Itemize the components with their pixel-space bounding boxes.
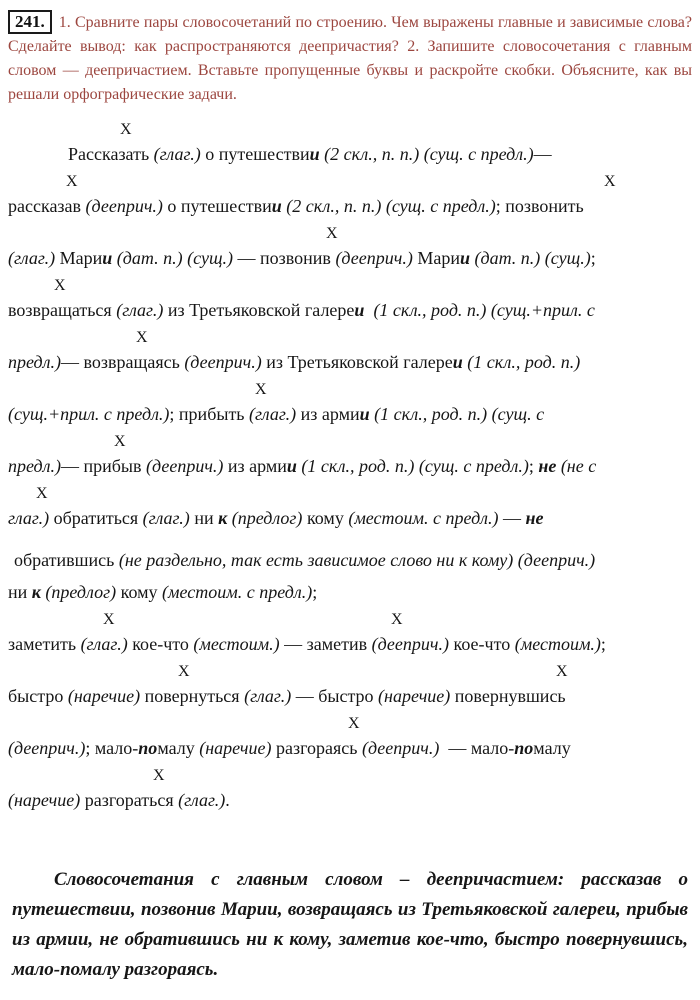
text-segment: малу [533,738,571,758]
text-segment: из Третьяковской галере [261,352,453,372]
x-mark-row [8,173,692,193]
text-segment: и [286,456,297,476]
text-segment: и [452,352,463,372]
text-segment: (дееприч.) [361,738,440,758]
x-mark-row [8,277,692,297]
text-segment: обратившись [14,550,119,570]
text-segment: — возвращаясь [61,352,185,372]
text-segment: не [525,508,544,528]
text-segment: (дееприч.) [8,738,86,758]
main-word-x-mark: X [178,663,190,680]
text-line [8,381,692,427]
text-segment: заметить [8,634,81,654]
x-mark-row [8,611,692,631]
text-segment: — прибыв [61,456,147,476]
line-text [8,631,692,657]
text-segment: (2 скл., п. п.) (сущ. с предл.) [286,196,496,216]
text-segment: (дат. п.) (сущ.) [474,248,591,268]
exercise-body [8,121,692,813]
text-segment: (глаг.) [80,634,128,654]
text-segment: ; [528,456,539,476]
x-mark-row [8,433,692,453]
x-mark-row [8,329,692,349]
text-segment: (наречие) [67,686,141,706]
line-text [8,193,692,219]
text-line [8,329,692,375]
text-segment: глаг.) [8,508,50,528]
text-segment: — позвонив [233,248,336,268]
line-text [8,141,692,167]
text-segment: (предлог) [231,508,303,528]
text-segment: малу [157,738,200,758]
text-line [8,611,692,657]
text-segment: разгораясь [271,738,362,758]
text-line [8,173,692,219]
text-segment: (дееприч.) [184,352,262,372]
main-word-x-mark: X [66,173,78,190]
text-segment: (1 скл., род. п.) [467,352,581,372]
text-segment: разгораться [80,790,179,810]
line-text [8,297,692,323]
text-segment: (глаг.) [249,404,297,424]
text-segment: кому [302,508,349,528]
text-segment: и [102,248,113,268]
text-segment: из Третьяковской галере [163,300,355,320]
x-mark-row [8,485,692,505]
text-segment: (не раздельно, так есть зависимое слово ни к кому) (дееприч.) [118,550,596,570]
text-line [8,225,692,271]
x-mark-row [8,715,692,735]
main-word-x-mark: X [36,485,48,502]
main-word-x-mark: X [604,173,616,190]
line-text [8,547,692,573]
line-text [8,787,692,813]
main-word-x-mark: X [153,767,165,784]
text-segment: (местоим. с предл.) [348,508,499,528]
text-line [8,121,692,167]
text-segment: (1 скл., род. п.) (сущ.+прил. с [373,300,595,320]
text-segment: ; [312,582,318,602]
text-segment: и [359,404,370,424]
text-segment: (наречие) [8,790,81,810]
text-segment: (глаг.) [116,300,164,320]
text-segment: и [309,144,320,164]
line-text [8,349,692,375]
text-segment: (дат. п.) (сущ.) [116,248,234,268]
text-segment: кое-что [449,634,515,654]
text-line [8,547,692,573]
text-segment: (1 скл., род. п.) (сущ. с [374,404,545,424]
text-segment: (сущ.+прил. с предл.) [8,404,170,424]
line-text [8,505,692,531]
text-segment: быстро [8,686,68,706]
text-segment: ; позвонить [495,196,584,216]
main-word-x-mark: X [136,329,148,346]
exercise-task-text: 1. Сравните пары словосочетаний по строению. Чем выражены главные и зависимые слова? Сделайте вывод: как распространяются деепричастия? 2. Запишите словосочетания с главным словом — деепричастием. Вставьте пропущенные буквы и раскройте скобки. Объясните, как вы решали орфографические задачи. [8,14,692,103]
main-word-x-mark: X [54,277,66,294]
text-segment: кому [116,582,163,602]
text-line [8,433,692,479]
text-segment: предл.) [8,352,61,372]
x-mark-row [8,121,692,141]
text-segment: (глаг.) [244,686,292,706]
text-segment: (глаг.) [153,144,201,164]
text-line [8,579,692,605]
text-segment: к [31,582,41,602]
text-line [8,663,692,709]
main-word-x-mark: X [326,225,338,242]
main-word-x-mark: X [103,611,115,628]
text-segment: (дееприч.) [85,196,163,216]
main-word-x-mark: X [114,433,126,450]
text-segment: ни [189,508,219,528]
line-text [8,245,692,271]
text-segment: рассказав [8,196,86,216]
text-segment: (1 скл., род. п.) (сущ. с предл.) [301,456,529,476]
text-segment: (дееприч.) [335,248,413,268]
text-line [8,277,692,323]
line-text [8,401,692,427]
x-mark-row [8,381,692,401]
text-segment: Мари [55,248,103,268]
line-text [8,453,692,479]
line-text [8,579,692,605]
text-segment: (местоим. с предл.) [162,582,313,602]
main-word-x-mark: X [556,663,568,680]
text-segment: (глаг.) [8,248,56,268]
text-segment: возвращаться [8,300,117,320]
text-segment: о путешестви [162,196,272,216]
text-segment: о путешестви [200,144,310,164]
text-segment: из арми [296,404,360,424]
text-segment: (наречие) [378,686,451,706]
x-mark-row [8,767,692,787]
line-text [8,683,692,709]
main-word-x-mark: X [120,121,132,138]
text-segment: (глаг.) [142,508,190,528]
text-segment: ; прибыть [169,404,250,424]
text-segment: и [271,196,282,216]
text-segment: (дееприч.) [146,456,224,476]
text-segment: кое-что [127,634,194,654]
text-segment: — [533,144,552,164]
text-segment: и [354,300,365,320]
text-segment: предл.) [8,456,61,476]
text-line [8,485,692,531]
exercise-number: 241. [8,10,52,34]
text-segment: по [514,738,534,758]
text-segment: ; [600,634,606,654]
text-segment: . [225,790,230,810]
text-segment: не [538,456,557,476]
text-segment: — мало- [439,738,515,758]
text-segment: (глаг.) [178,790,226,810]
text-segment: — быстро [291,686,379,706]
text-segment: (предлог) [45,582,117,602]
text-segment: (2 скл., п. п.) (сущ. с предл.) [324,144,534,164]
text-segment: — [498,508,526,528]
x-mark-row [8,225,692,245]
text-line [8,767,692,813]
line-text [8,735,692,761]
main-word-x-mark: X [348,715,360,732]
text-segment: ; [590,248,596,268]
text-segment: по [138,738,158,758]
text-segment: (местоим.) [193,634,280,654]
text-line [8,715,692,761]
x-mark-row [8,663,692,683]
text-segment: и [459,248,470,268]
text-segment: повернуться [140,686,245,706]
text-segment: повернувшись [450,686,566,706]
text-segment: ни [8,582,32,602]
summary-paragraph: Словосочетания с главным словом – деепричастием: рассказав о путешествии, позвонив Марии, возвращаясь из Третьяковской галереи, прибыв из армии, не обратившись ни к кому, заметив кое-что, быстро повернувшись, мало-помалу разгораясь. [12,869,688,980]
text-segment: (наречие) [199,738,272,758]
text-segment: (дееприч.) [371,634,449,654]
text-segment: (местоим.) [514,634,601,654]
text-segment: ; мало- [85,738,139,758]
main-word-x-mark: X [255,381,267,398]
main-word-x-mark: X [391,611,403,628]
text-segment: — заметив [279,634,372,654]
text-segment: (не с [560,456,597,476]
text-segment: обратиться [49,508,143,528]
text-segment: Рассказать [68,144,154,164]
text-segment: из арми [223,456,287,476]
text-segment: к [218,508,228,528]
text-segment: Мари [412,248,460,268]
exercise-header [8,10,692,107]
